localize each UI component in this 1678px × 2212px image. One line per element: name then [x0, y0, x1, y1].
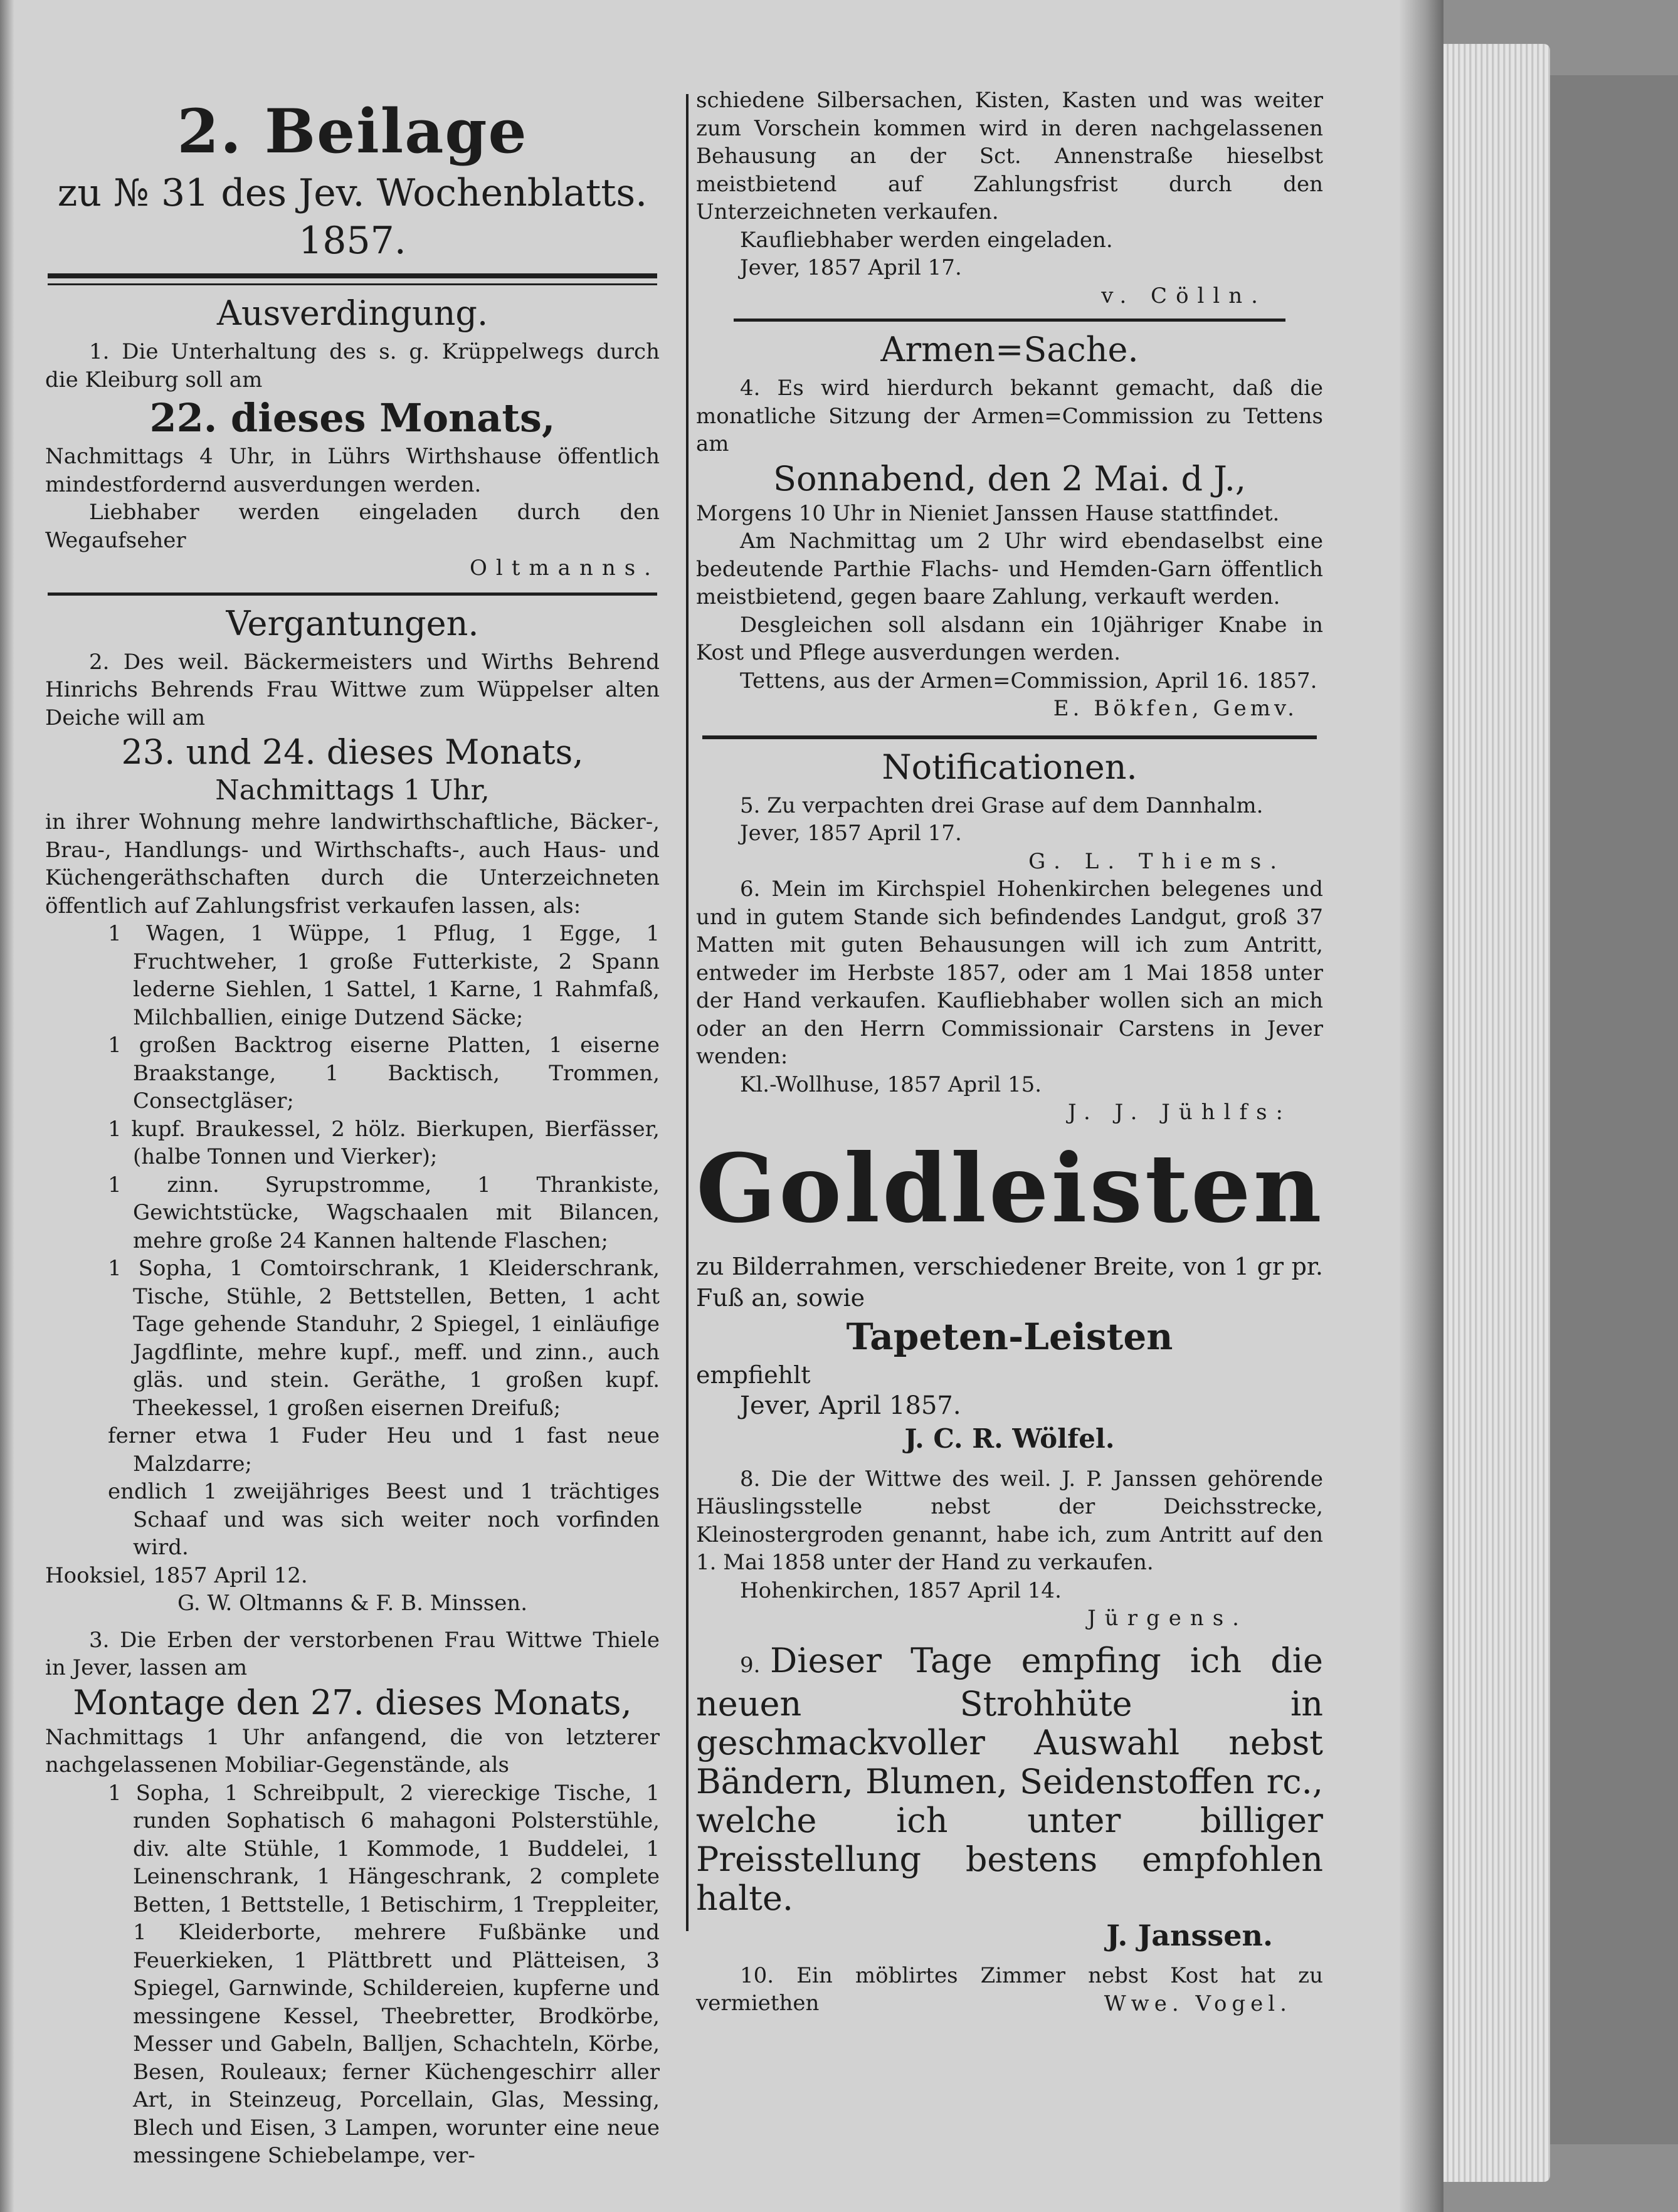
- notice-ausverdingung: [45, 293, 660, 582]
- advert-body: Dieser Tage empfing ich die neuen Strohhüte in geschmackvoller Auswahl nebst Bändern, Blumen, Seidenstoffen rc., welche ich unter billiger Preisstellung bestens empfohlen halte.: [696, 1640, 1323, 1918]
- notice-signature: Oltmanns.: [470, 556, 660, 581]
- list-item: 1 Sopha, 1 Comtoirschrank, 1 Kleiderschrank, Tische, Stühle, 2 Bettstellen, Betten, 1 acht Tage gehende Standuhr, 2 Spiegel, 1 einläufige Jagdflinte, mehre kupf., meff. und zinn., auch gläs. und stein. Geräthe, 1 großen kupf. Theekessel, 1 großen eisernen Dreifuß;: [108, 1256, 660, 1421]
- notice-text: schiedene Silbersachen, Kisten, Kasten und was weiter zum Vorschein kommen wird in deren nachgelassenen Behausung an der Sct. Annenstraße hieselbst meistbietend auf Zahlungsfrist durch den Unterzeichneten verkaufen.: [696, 88, 1323, 224]
- notice-text: Kaufliebhaber werden eingeladen.: [740, 227, 1113, 253]
- notice-text: Nachmittags 1 Uhr anfangend, die von letzterer nachgelassenen Mobiliar-Gegenstände, als: [45, 1724, 660, 1778]
- list-item: 1 Wagen, 1 Wüppe, 1 Pflug, 1 Egge, 1 Fruchtweher, 1 große Futterkiste, 2 Spann lederne Siehlen, 1 Sattel, 1 Karne, 1 Rahmfaß, Milchballien, einige Dutzend Säcke;: [108, 921, 660, 1030]
- notice-place-date: Kl.-Wollhuse, 1857 April 15.: [740, 1072, 1042, 1097]
- advert-headline: Goldleisten: [696, 1133, 1324, 1244]
- notice-place-date: Hohenkirchen, 1857 April 14.: [740, 1577, 1062, 1603]
- notice-cont: [696, 87, 1323, 310]
- advert-text: zu Bilderrahmen, verschiedener Breite, von 1 gr pr. Fuß an, sowie: [696, 1252, 1323, 1312]
- notice-signature: E. Bökfen, Gemv.: [1053, 696, 1298, 721]
- section-heading: Ausverdingung.: [216, 293, 488, 333]
- notice-text: 4. Es wird hierdurch bekannt gemacht, daß die monatliche Sitzung der Armen=Commission zu Tettens am: [696, 376, 1323, 456]
- column-divider: [686, 94, 689, 1931]
- notice-zimmer: [696, 1962, 1323, 2018]
- notice-signature: Wwe. Vogel.: [1104, 1991, 1292, 2016]
- notice-text: 3. Die Erben der verstorbenen Frau Wittwe Thiele in Jever, lassen am: [45, 1627, 660, 1680]
- section-heading: Vergantungen.: [226, 603, 479, 643]
- advert-goldleisten: [696, 1129, 1323, 1456]
- masthead-title: 2. Beilage: [177, 96, 528, 167]
- notice-text: in ihrer Wohnung mehre landwirthschaftliche, Bäcker-, Brau-, Handlungs- und Wirthschafts-, auch Haus- und Küchengeräthschaften durch die Unterzeichneten öffentlich auf Zahlungsfrist verkaufen lassen, als:: [45, 809, 660, 919]
- section-heading: Armen=Sache.: [880, 330, 1139, 369]
- notice-signature: G. L. Thiems.: [1028, 848, 1285, 874]
- notice-landgut: [696, 875, 1323, 1127]
- notice-text: 5. Zu verpachten drei Grase auf dem Dannhalm.: [740, 793, 1264, 818]
- notice-text: 1 Sopha, 1 Schreibpult, 2 viereckige Tische, 1 runden Sophatisch 6 mahagoni Polsterstühle, div. alte Stühle, 1 Kommode, 1 Buddelei, 1 Leinenschrank, 1 Hängeschrank, 2 complete Betten, 1 Bettstelle, 1 Betischirm, 1 Treppleiter, 1 Kleiderborte, mehrere Fußbänke und Feuerkieken, 1 Plättbrett und Plätteisen, 3 Spiegel, Garnwinde, Schildereien, kupferne und messingene Kessel, Theebretter, Brodkörbe, Messer und Gabeln, Balljen, Schachteln, Körbe, Besen, Rouleaux; ferner Küchengeschirr aller Art, in Steinzeug, Porcellain, Glas, Messing, Blech und Eisen, 3 Lampen, worunter eine neue messingene Schiebelampe, ver-: [108, 1780, 660, 2168]
- advert-signature: J. Janssen.: [1106, 1918, 1273, 1952]
- notice-text: 8. Die der Wittwe des weil. J. P. Janssen gehörende Häuslingsstelle nebst der Deichsstrecke, Kleinostergroden genannt, habe ich, zum Antritt auf den 1. Mai 1858 unter der Hand zu verkaufen.: [696, 1466, 1323, 1575]
- notice-text: Morgens 10 Uhr in Nieniet Janssen Hause stattfindet.: [696, 500, 1280, 526]
- section-rule: [734, 319, 1285, 322]
- notice-place-date: Hooksiel, 1857 April 12.: [45, 1562, 308, 1588]
- notice-text: 6. Mein im Kirchspiel Hohenkirchen belegenes und und in gutem Stande sich befindendes Landgut, groß 37 Matten mit guten Behausungen will ich zum Antritt, entweder im Herbste 1857, oder am 1 Mai 1858 unter der Hand verkaufen. Kaufliebhaber wollen sich an mich oder an den Herrn Commissionair Carstens in Jever wenden:: [696, 877, 1323, 1069]
- notice-text: Am Nachmittag um 2 Uhr wird ebendaselbst eine bedeutende Parthie Flachs- und Hemden-Garn öffentlich meistbietend, gegen baare Zahlung, verkauft werden.: [696, 529, 1323, 609]
- list-item: ferner etwa 1 Fuder Heu und 1 fast neue Malzdarre;: [108, 1423, 660, 1477]
- notice-place-date: Tettens, aus der Armen=Commission, April 16. 1857.: [740, 668, 1317, 693]
- notice-text: 10. Ein möblirtes Zimmer nebst Kost hat zu vermiethen: [696, 1962, 1323, 2016]
- notice-signature: G. W. Oltmanns & F. B. Minssen.: [177, 1591, 528, 1616]
- notice-text: Nachmittags 4 Uhr, in Lührs Wirthshause öffentlich mindestfordernd ausverdungen werden.: [45, 444, 660, 497]
- masthead-rule: [48, 273, 657, 278]
- advert-signature: J. C. R. Wölfel.: [904, 1423, 1115, 1454]
- section-rule: [702, 735, 1317, 739]
- advert-strohhuete: [696, 1641, 1323, 1953]
- advert-subheadline: Tapeten-Leisten: [846, 1315, 1173, 1358]
- advert-number: 9.: [740, 1652, 761, 1678]
- list-item: 1 kupf. Braukessel, 2 hölz. Bierkupen, Bierfässer, (halbe Tonnen und Vierker);: [108, 1116, 660, 1169]
- notice-text: 2. Des weil. Bäckermeisters und Wirths Behrend Hinrichs Behrends Frau Wittwe zum Wüppelser alten Deiche will am: [45, 649, 660, 730]
- notice-notificationen: [696, 747, 1323, 876]
- list-item: 1 großen Backtrog eiserne Platten, 1 eiserne Braakstange, 1 Backtisch, Trommen, Consectgläser;: [108, 1033, 660, 1114]
- advert-place-date: Jever, April 1857.: [740, 1391, 961, 1420]
- notice-thiele: [45, 1626, 660, 2170]
- notice-signature: J. J. Jühlfs:: [1068, 1100, 1292, 1125]
- masthead-subtitle: zu № 31 des Jev. Wochenblatts. 1857.: [57, 171, 648, 263]
- book-cover: [1550, 75, 1678, 2144]
- notice-text: Desgleichen soll alsdann ein 10jähriger Knabe in Kost und Pflege ausverdungen werden.: [696, 612, 1323, 665]
- notice-date: Sonnabend, den 2 Mai. d J.,: [773, 458, 1247, 498]
- notice-place-date: Jever, 1857 April 17.: [740, 255, 962, 280]
- list-item: 1 zinn. Syrupstromme, 1 Thrankiste, Gewichtstücke, Wagschaalen mit Bilancen, mehre große 24 Kannen haltende Flaschen;: [108, 1172, 660, 1253]
- notice-date: Montage den 27. dieses Monats,: [73, 1682, 632, 1722]
- book-page-edges: [1443, 44, 1550, 2182]
- notice-date: 22. dieses Monats,: [149, 395, 556, 441]
- advert-text: empfiehlt: [696, 1361, 811, 1389]
- notice-signature: Jürgens.: [1087, 1606, 1248, 1631]
- right-column: [696, 87, 1323, 2018]
- notice-vergantungen: [45, 603, 660, 1618]
- section-heading: Notificationen.: [882, 747, 1137, 787]
- notice-text: Liebhaber werden eingeladen durch den Wegaufseher: [45, 500, 660, 553]
- list-item: endlich 1 zweijähriges Beest und 1 trächtiges Schaaf und was sich weiter noch vorfinden wird.: [108, 1479, 660, 1560]
- page-left-shadow: [0, 0, 14, 2212]
- book-gutter: [1400, 0, 1443, 2212]
- notice-time: Nachmittags 1 Uhr,: [215, 774, 490, 806]
- notice-haeuslingsstelle: [696, 1465, 1323, 1633]
- masthead-rule-thin: [48, 283, 657, 285]
- notice-date: 23. und 24. dieses Monats,: [121, 732, 584, 772]
- section-rule: [48, 592, 657, 596]
- notice-armen: [696, 329, 1323, 723]
- notice-signature: v. Cölln.: [1101, 283, 1267, 308]
- notice-text: 1. Die Unterhaltung des s. g. Krüppelwegs durch die Kleiburg soll am: [45, 339, 660, 392]
- advert-text: [696, 1641, 1323, 1918]
- notice-place-date: Jever, 1857 April 17.: [740, 821, 962, 846]
- left-column: [45, 82, 660, 2170]
